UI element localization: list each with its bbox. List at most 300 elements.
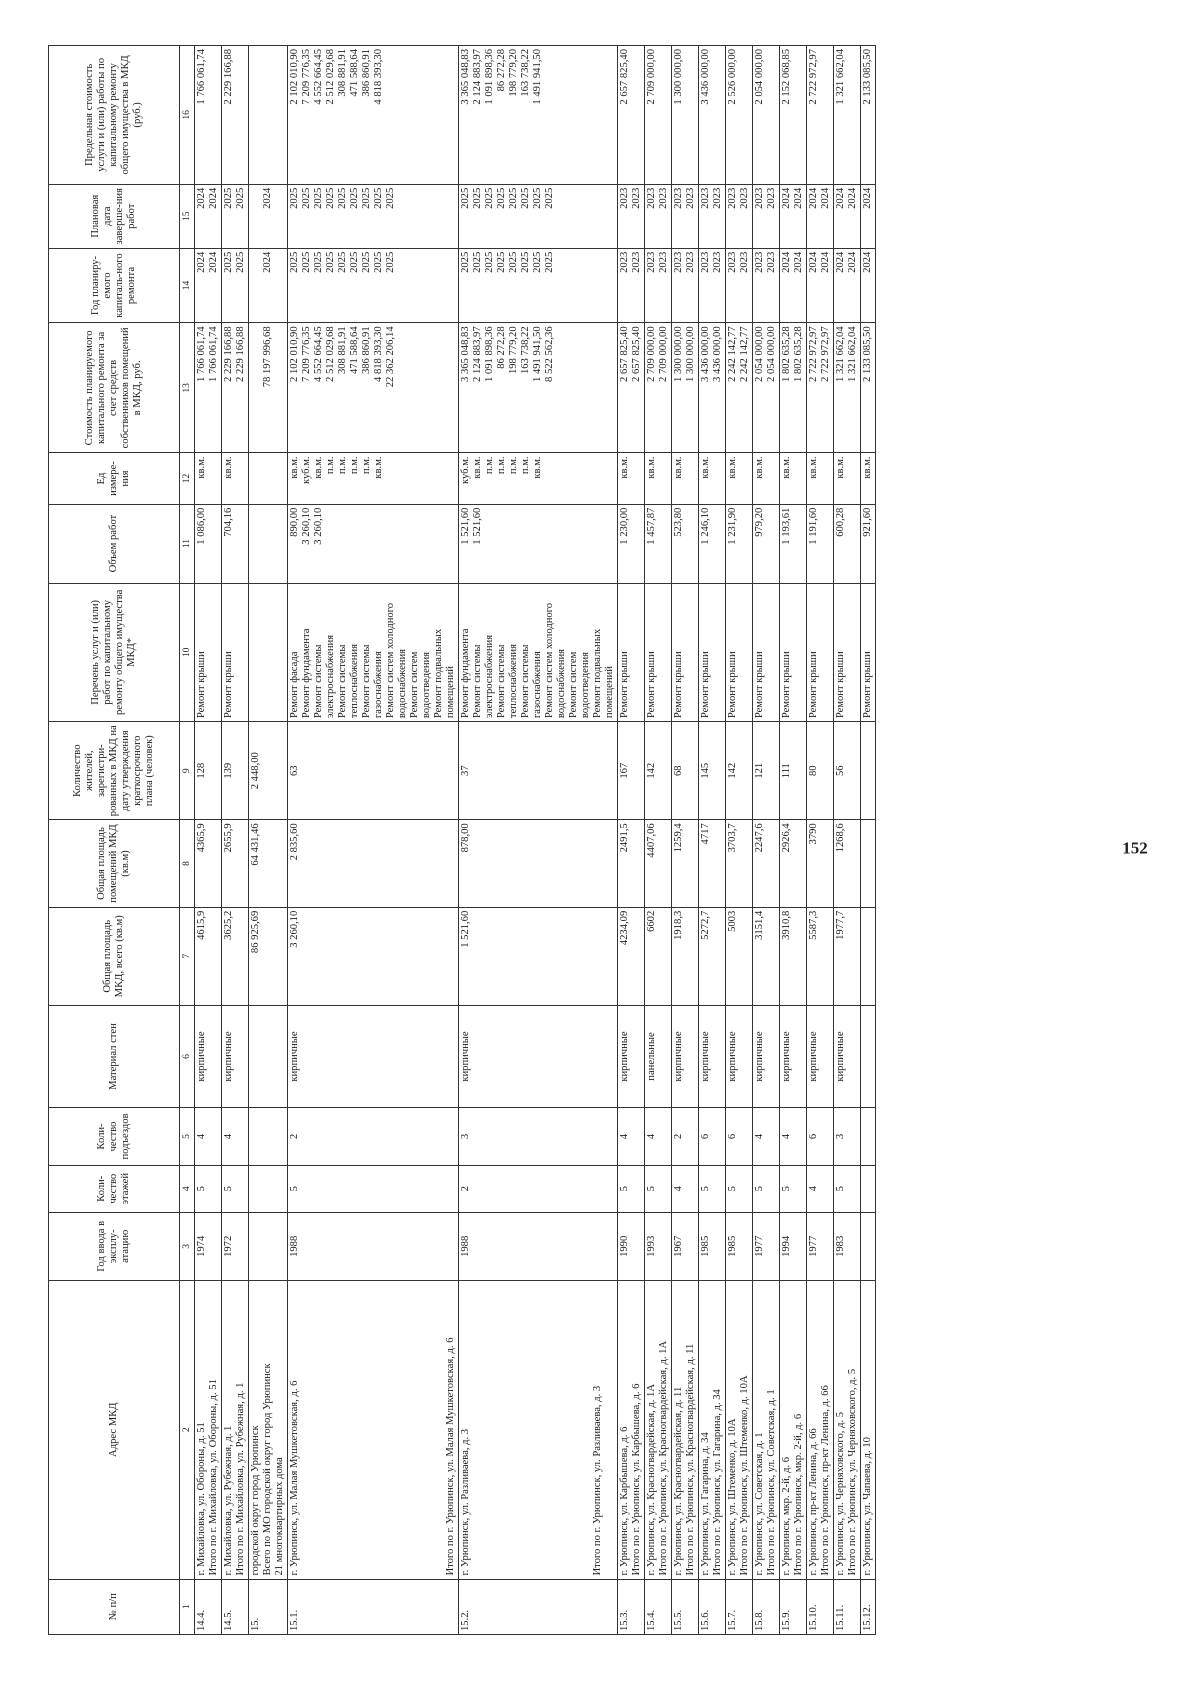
commission-year: 1985 — [699, 1212, 726, 1280]
row-number: 14.4. — [195, 1579, 222, 1634]
address-cell-line: Итого по г. Урюпинск, ул. Красногвардейская, д. 11 — [685, 1343, 696, 1576]
address-cell-line — [484, 1284, 496, 1576]
premises-area: 2655,9 — [222, 820, 249, 907]
column-header-2: Адрес МКД — [49, 1280, 180, 1579]
premises-area: 3703,7 — [726, 820, 753, 907]
planned-cost-line: 1 802 635,28 — [793, 326, 804, 382]
unit-line: п.м. — [496, 456, 507, 475]
resident-count: 37 — [459, 722, 618, 820]
cost-limit-line: 7 209 776,35 — [301, 49, 312, 105]
address-cell-line: Итого по г. Урюпинск, ул. Карбышева, д. 6 — [631, 1383, 642, 1576]
cost-limit-line: 471 588,64 — [349, 49, 360, 97]
unit — [645, 453, 672, 504]
column-header-10: Перечень услуг и (или) работ по капитальному ремонту общего имущества МКД* — [49, 583, 180, 722]
planned-cost-line: 1 300 000,00 — [673, 326, 684, 382]
planned-cost-line: 308 881,91 — [337, 326, 348, 375]
work-type-line — [235, 587, 247, 719]
entrance-count: 2 — [672, 1108, 699, 1166]
column-header-6: Материал стен — [49, 1005, 180, 1107]
address-cell-line: г. Урюпинск, ул. Карбышева, д. 6 — [619, 1426, 630, 1576]
unit — [672, 453, 699, 504]
address-cell-line: г. Урюпинск, мкр. 2-й, д. 6 — [781, 1456, 792, 1576]
completion-date-line: 2025 — [484, 187, 495, 209]
entrance-count: 2 — [288, 1108, 459, 1166]
row-number: 15.9. — [780, 1579, 807, 1634]
total-area: 4234,09 — [618, 907, 645, 1005]
commission-year: 1972 — [222, 1212, 249, 1280]
unit-line: кв.м. — [472, 456, 483, 479]
column-number-3: 3 — [180, 1212, 195, 1280]
repair-year-line: 2023 — [646, 251, 657, 273]
work-type — [288, 583, 459, 722]
repair-year-line: 2024 — [781, 251, 792, 273]
commission-year: 1967 — [672, 1212, 699, 1280]
planned-cost-line: 1 091 898,36 — [484, 326, 495, 382]
completion-date — [618, 184, 645, 248]
resident-count: 111 — [780, 722, 807, 820]
address-cell-line — [508, 1284, 520, 1576]
premises-area: 1268,6 — [834, 820, 861, 907]
work-type — [834, 583, 861, 722]
cost-limit-line: 386 860,91 — [361, 49, 372, 97]
planned-cost — [699, 323, 726, 453]
cost-limit-line: 2 657 825,40 — [619, 49, 630, 105]
planned-cost-line: 3 436 000,00 — [712, 326, 723, 382]
column-number-9: 9 — [180, 722, 195, 820]
total-area: 86 925,69 — [249, 907, 288, 1005]
completion-date-line: 2023 — [700, 187, 711, 209]
repair-year — [753, 248, 780, 323]
work-type-line: Ремонт крыши — [808, 651, 819, 719]
cost-limit — [861, 46, 876, 185]
repair-year-line: 2023 — [700, 251, 711, 273]
floor-count — [861, 1165, 876, 1212]
unit — [807, 453, 834, 504]
address-cell-line: г. Михайловка, ул. Рубежная, д. 1 — [223, 1425, 234, 1576]
completion-date-line: 2023 — [712, 187, 723, 209]
address-cell-line: г. Урюпинск, ул. Советская, д. 1 — [754, 1432, 765, 1576]
column-number-4: 4 — [180, 1165, 195, 1212]
planned-cost-line: 78 197 996,68 — [262, 326, 273, 388]
entrance-count: 4 — [195, 1108, 222, 1166]
repair-year-line: 2025 — [472, 251, 483, 273]
repair-year-line: 2023 — [766, 251, 777, 273]
entrance-count: 6 — [726, 1108, 753, 1166]
unit-line: куб.м. — [460, 456, 471, 484]
address-cell-line: г. Урюпинск, ул. Штеменко, д. 10А — [727, 1418, 738, 1576]
premises-area: 64 431,46 — [249, 820, 288, 907]
planned-cost-line: 2 657 825,40 — [619, 326, 630, 382]
completion-date-line: 2024 — [781, 187, 792, 209]
wall-material — [861, 1005, 876, 1107]
repair-year — [780, 248, 807, 323]
unit-line: кв.м. — [223, 456, 234, 479]
wall-material: кирпичные — [807, 1005, 834, 1107]
total-area: 3625,2 — [222, 907, 249, 1005]
address-cell-line: Итого по г. Урюпинск, ул. Разливаева, д. 3 — [592, 1385, 603, 1576]
cost-limit — [780, 46, 807, 185]
cost-limit — [645, 46, 672, 185]
work-type — [672, 583, 699, 722]
resident-count: 80 — [807, 722, 834, 820]
address-cell-line: Итого по г. Урюпинск, мкр. 2-й, д. 6 — [793, 1413, 804, 1576]
repair-year-line: 2023 — [739, 251, 750, 273]
work-type-line: Ремонт системы электроснабжения — [313, 634, 336, 719]
resident-count: 128 — [195, 722, 222, 820]
unit-line: п.м. — [520, 456, 531, 475]
planned-cost-line: 163 738,22 — [520, 326, 531, 375]
premises-area: 3790 — [807, 820, 834, 907]
wall-material: кирпичные — [459, 1005, 618, 1107]
address-cell-line: г. Урюпинск, ул. Разливаева, д. 3 — [460, 1428, 471, 1576]
cost-limit — [618, 46, 645, 185]
work-type-line — [262, 587, 274, 719]
address-cell-line: 21 многоквартирных дома — [274, 1457, 285, 1576]
completion-date-line: 2024 — [208, 187, 219, 209]
cost-limit-line: 2 152 068,85 — [781, 49, 792, 105]
resident-count: 142 — [645, 722, 672, 820]
work-volume-line — [325, 508, 337, 580]
premises-area: 4365,9 — [195, 820, 222, 907]
resident-count: 167 — [618, 722, 645, 820]
work-volume-line: 1 521,60 — [460, 507, 471, 545]
total-area: 6602 — [645, 907, 672, 1005]
planned-cost-line — [250, 326, 262, 449]
completion-date-line: 2024 — [835, 187, 846, 209]
unit — [834, 453, 861, 504]
repair-year-line: 2025 — [289, 251, 300, 273]
unit-line: п.м. — [337, 456, 348, 475]
repair-year-line: 2025 — [496, 251, 507, 273]
completion-date — [780, 184, 807, 248]
total-area: 5587,3 — [807, 907, 834, 1005]
completion-date-line: 2023 — [658, 187, 669, 209]
wall-material: кирпичные — [834, 1005, 861, 1107]
table-row — [222, 46, 249, 1635]
address-cell-line: г. Урюпинск, ул. Черняховского, д. 5 — [835, 1411, 846, 1576]
work-type-line: Ремонт крыши — [727, 651, 738, 719]
work-volume — [726, 504, 753, 583]
row-number: 15.7. — [726, 1579, 753, 1634]
address-cell-line — [397, 1284, 409, 1576]
floor-count — [249, 1165, 288, 1212]
cost-limit-line — [262, 49, 274, 181]
planned-cost — [780, 323, 807, 453]
work-volume-line — [349, 508, 361, 580]
column-number-row — [180, 46, 195, 1635]
planned-cost-line: 2 709 000,00 — [646, 326, 657, 382]
column-number-14: 14 — [180, 248, 195, 323]
address-cell-line — [472, 1284, 484, 1576]
commission-year: 1990 — [618, 1212, 645, 1280]
address-cell-line — [580, 1284, 592, 1576]
planned-cost-line: 2 722 972,97 — [820, 326, 831, 382]
work-volume-line — [361, 508, 373, 580]
repair-year-line: 2024 — [835, 251, 846, 273]
cost-limit — [753, 46, 780, 185]
work-volume-line — [484, 508, 496, 580]
planned-cost-line: 1 321 662,04 — [835, 326, 846, 382]
floor-count: 2 — [459, 1165, 618, 1212]
address-cell-line: г. Михайловка, ул. Обороны, д. 51 — [196, 1422, 207, 1576]
cost-limit — [672, 46, 699, 185]
total-area: 3910,8 — [780, 907, 807, 1005]
floor-count: 4 — [807, 1165, 834, 1212]
unit-line — [208, 456, 220, 500]
address-cell-line — [349, 1284, 361, 1576]
address-cell-line — [409, 1284, 421, 1576]
repair-year-line: 2024 — [847, 251, 858, 273]
repair-year-line: 2024 — [196, 251, 207, 273]
total-area: 3151,4 — [753, 907, 780, 1005]
commission-year — [861, 1212, 876, 1280]
cost-limit — [726, 46, 753, 185]
floor-count: 5 — [780, 1165, 807, 1212]
wall-material — [249, 1005, 288, 1107]
address-cell-line: Итого по г. Урюпинск, ул. Советская, д. 1 — [766, 1389, 777, 1576]
address-cell — [195, 1280, 222, 1579]
cost-limit-line: 308 881,91 — [337, 49, 348, 97]
column-header-12: Ед измере-ния — [49, 453, 180, 504]
planned-cost — [645, 323, 672, 453]
address-cell-line — [385, 1284, 397, 1576]
address-cell — [699, 1280, 726, 1579]
address-cell-line: Итого по г. Урюпинск, ул. Гагарина, д. 34 — [712, 1389, 723, 1576]
planned-cost-line: 2 512 029,68 — [325, 326, 336, 382]
repair-year-line: 2023 — [673, 251, 684, 273]
table-row — [249, 46, 288, 1635]
planned-cost-line: 2 054 000,00 — [754, 326, 765, 382]
floor-count: 5 — [618, 1165, 645, 1212]
work-type-line: Ремонт систем холодного водоснабжения — [385, 602, 408, 719]
entrance-count: 6 — [807, 1108, 834, 1166]
address-cell-line: Всего по МО городской округ город Урюпинск — [262, 1363, 273, 1576]
work-volume — [288, 504, 459, 583]
unit-line: кв.м. — [700, 456, 711, 479]
unit-line: кв.м. — [781, 456, 792, 479]
repair-year-line: 2025 — [223, 251, 234, 273]
planned-cost-line: 1 766 061,74 — [196, 326, 207, 382]
column-header-16: Предельная стоимость услуги и (или) работы по капитальному ремонту общего имущества в МКД (руб.) — [49, 46, 180, 185]
completion-date — [726, 184, 753, 248]
unit — [780, 453, 807, 504]
completion-date-line: 2024 — [847, 187, 858, 209]
repair-year-line — [250, 252, 262, 320]
wall-material: кирпичные — [753, 1005, 780, 1107]
completion-date — [807, 184, 834, 248]
planned-cost — [288, 323, 459, 453]
cost-limit-line: 3 365 048,83 — [460, 49, 471, 105]
completion-date — [459, 184, 618, 248]
planned-cost — [834, 323, 861, 453]
repair-year-line: 2024 — [820, 251, 831, 273]
completion-date-line: 2024 — [196, 187, 207, 209]
repair-year-line: 2024 — [793, 251, 804, 273]
work-volume — [780, 504, 807, 583]
cost-limit-line: 2 133 085,50 — [862, 49, 873, 105]
completion-date-line: 2024 — [862, 187, 873, 209]
row-number: 15.12. — [861, 1579, 876, 1634]
work-type-line: Ремонт крыши — [646, 651, 657, 719]
completion-date-line: 2025 — [337, 187, 348, 209]
unit — [195, 453, 222, 504]
repair-year-line: 2025 — [385, 251, 396, 273]
completion-date-line: 2023 — [739, 187, 750, 209]
address-cell-line — [373, 1284, 385, 1576]
total-area: 1977,7 — [834, 907, 861, 1005]
repair-year-line: 2025 — [544, 251, 555, 273]
completion-date-line: 2025 — [361, 187, 372, 209]
unit-line — [262, 456, 274, 500]
work-volume — [645, 504, 672, 583]
repair-year-line: 2024 — [808, 251, 819, 273]
repair-year — [699, 248, 726, 323]
wall-material: кирпичные — [618, 1005, 645, 1107]
planned-cost-line: 386 860,91 — [361, 326, 372, 375]
cost-limit-line: 2 102 010,90 — [289, 49, 300, 105]
work-volume-line: 1 230,00 — [619, 507, 630, 545]
unit — [861, 453, 876, 504]
completion-date-line: 2024 — [820, 187, 831, 209]
work-volume-line — [373, 508, 385, 580]
planned-cost — [672, 323, 699, 453]
repair-year-line: 2025 — [532, 251, 543, 273]
planned-cost-line: 2 229 166,88 — [223, 326, 234, 382]
unit — [222, 453, 249, 504]
cost-limit — [222, 46, 249, 185]
address-cell — [834, 1280, 861, 1579]
completion-date-line: 2025 — [508, 187, 519, 209]
total-area: 5272,7 — [699, 907, 726, 1005]
completion-date — [222, 184, 249, 248]
work-type-line: Ремонт подвальных помещений — [433, 628, 456, 719]
cost-limit-line: 1 321 662,04 — [835, 49, 846, 105]
repair-year-line: 2024 — [862, 251, 873, 273]
completion-date — [753, 184, 780, 248]
work-type — [618, 583, 645, 722]
address-cell — [249, 1280, 288, 1579]
unit-line — [235, 456, 247, 500]
repair-year — [672, 248, 699, 323]
completion-date-line: 2023 — [685, 187, 696, 209]
commission-year: 1974 — [195, 1212, 222, 1280]
cost-limit — [807, 46, 834, 185]
completion-date — [195, 184, 222, 248]
cost-limit-line: 4 552 664,45 — [313, 49, 324, 105]
work-volume-line — [496, 508, 508, 580]
entrance-count: 4 — [222, 1108, 249, 1166]
work-volume-line: 3 260,10 — [313, 507, 324, 545]
repair-year-line: 2023 — [727, 251, 738, 273]
work-type — [699, 583, 726, 722]
repair-year — [195, 248, 222, 323]
work-type-line — [250, 587, 262, 719]
row-number: 15.8. — [753, 1579, 780, 1634]
unit-line: кв.м. — [646, 456, 657, 479]
column-header-14: Год планиру-емого капиталь-ного ремонта — [49, 248, 180, 323]
work-volume — [834, 504, 861, 583]
address-cell — [645, 1280, 672, 1579]
repair-year-line: 2025 — [361, 251, 372, 273]
work-type — [807, 583, 834, 722]
work-volume-line: 979,20 — [754, 507, 765, 537]
work-volume-line: 3 260,10 — [301, 507, 312, 545]
repair-year-line: 2025 — [337, 251, 348, 273]
work-type-line: Ремонт крыши — [673, 651, 684, 719]
row-number: 15.3. — [618, 1579, 645, 1634]
work-volume-line: 921,60 — [862, 507, 873, 537]
work-type — [195, 583, 222, 722]
completion-date-line — [250, 188, 262, 245]
premises-area — [861, 820, 876, 907]
commission-year: 1977 — [753, 1212, 780, 1280]
planned-cost-line: 7 209 776,35 — [301, 326, 312, 382]
work-type-line: Ремонт крыши — [862, 651, 873, 719]
address-cell-line: Итого по г. Урюпинск, пр-кт Ленина, д. 66 — [820, 1385, 831, 1576]
planned-cost-line: 1 802 635,28 — [781, 326, 792, 382]
completion-date-line: 2023 — [619, 187, 630, 209]
planned-cost-line: 2 242 142,77 — [727, 326, 738, 382]
unit-line: кв.м. — [673, 456, 684, 479]
work-type — [645, 583, 672, 722]
address-cell-line: Итого по г. Урюпинск, ул. Красногвардейская, д. 1А — [658, 1340, 669, 1576]
address-cell-line — [313, 1284, 325, 1576]
address-cell-line: Итого по г. Михайловка, ул. Рубежная, д. 1 — [235, 1382, 246, 1576]
completion-date — [288, 184, 459, 248]
completion-date-line: 2025 — [460, 187, 471, 209]
floor-count: 5 — [726, 1165, 753, 1212]
completion-date-line: 2023 — [754, 187, 765, 209]
unit — [753, 453, 780, 504]
work-type-line: Ремонт фундамента — [301, 628, 312, 719]
address-cell-line — [496, 1284, 508, 1576]
unit-line: кв.м. — [754, 456, 765, 479]
repair-year-line: 2025 — [508, 251, 519, 273]
address-cell-line: Итого по г. Урюпинск, ул. Черняховского, д. 5 — [847, 1368, 858, 1576]
repair-year-line: 2025 — [325, 251, 336, 273]
column-number-12: 12 — [180, 453, 195, 504]
work-volume-line: 1 457,87 — [646, 507, 657, 545]
resident-count: 139 — [222, 722, 249, 820]
floor-count: 5 — [222, 1165, 249, 1212]
cost-limit — [249, 46, 288, 185]
completion-date-line: 2023 — [673, 187, 684, 209]
work-volume-line: 523,80 — [673, 507, 684, 537]
completion-date — [861, 184, 876, 248]
cost-limit-line: 1 491 941,50 — [532, 49, 543, 105]
unit-line: кв.м. — [808, 456, 819, 479]
column-number-1: 1 — [180, 1579, 195, 1634]
work-volume — [807, 504, 834, 583]
unit-line: п.м. — [508, 456, 519, 475]
resident-count: 68 — [672, 722, 699, 820]
total-area — [861, 907, 876, 1005]
resident-count: 63 — [288, 722, 459, 820]
completion-date-line: 2024 — [793, 187, 804, 209]
address-cell-line — [325, 1284, 337, 1576]
entrance-count: 3 — [459, 1108, 618, 1166]
completion-date-line: 2023 — [646, 187, 657, 209]
column-header-15: Плановая дата заверше-ния работ — [49, 184, 180, 248]
work-volume-line: 1 231,90 — [727, 507, 738, 545]
premises-area: 2247,6 — [753, 820, 780, 907]
address-cell-line: городской округ город Урюпинск — [250, 1425, 261, 1576]
unit-line — [250, 456, 262, 500]
work-volume-line — [208, 508, 220, 580]
unit-line: кв.м. — [862, 456, 873, 479]
column-header-13: Стоимость планируемого капитального ремонта за счет средств собственников помещений в МКД, руб. — [49, 323, 180, 453]
cost-limit-line: 2 054 000,00 — [754, 49, 765, 105]
